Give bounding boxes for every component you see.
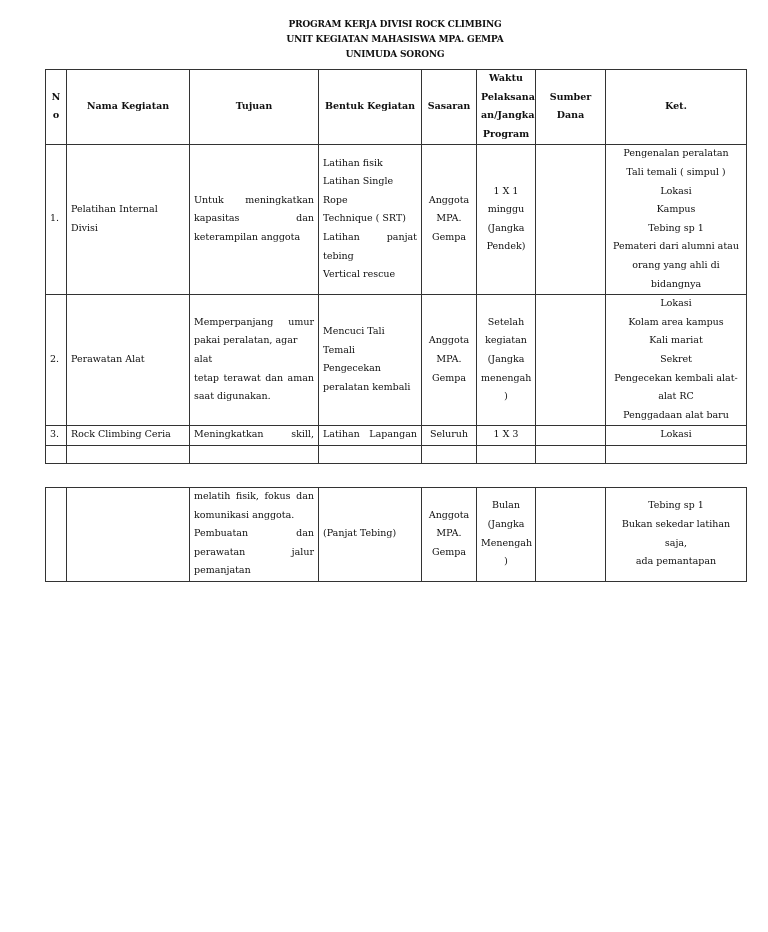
cell-ket: Lokasi Kolam area kampus Kali mariat Sekret Pengecekan kembali alat- alat RC Penggadaan alat baru <box>606 295 747 426</box>
document-header <box>0 18 768 63</box>
col-header-bentuk: Bentuk Kegiatan <box>319 70 422 145</box>
col-header-waktu: Waktu Pelaksana an/Jangka Program <box>477 70 536 145</box>
header-subtitle: UNIT KEGIATAN MAHASISWA MPA. GEMPA <box>286 35 504 45</box>
table-row <box>46 145 747 295</box>
col-header-sumber: Sumber Dana <box>536 70 606 145</box>
cell-ket: Tebing sp 1 Bukan sekedar latihan saja, ada pemantapan <box>606 488 747 582</box>
cell-tujuan: Memperpanjang umur pakai peralatan, agar alat tetap terawat dan aman saat digunakan. <box>190 295 319 426</box>
cell-sasaran: Anggota MPA. Gempa <box>422 295 477 426</box>
col-header-tujuan: Tujuan <box>190 70 319 145</box>
cell-waktu: 1 X 1 minggu (Jangka Pendek) <box>477 145 536 295</box>
work-program-table-continued <box>45 487 747 582</box>
cell-no: 2. <box>46 295 67 426</box>
col-header-nama: Nama Kegiatan <box>67 70 190 145</box>
cell-sasaran: Seluruh <box>422 426 477 446</box>
cell-nama: Perawatan Alat <box>67 295 190 426</box>
cell-sumber <box>536 295 606 426</box>
work-program-table <box>45 69 747 464</box>
cell-sasaran: Anggota MPA. Gempa <box>422 488 477 582</box>
cell-nama <box>67 488 190 582</box>
cell-waktu: 1 X 3 <box>477 426 536 446</box>
cell-sumber <box>536 488 606 582</box>
cell-waktu: Bulan (Jangka Menengah ) <box>477 488 536 582</box>
cell-tujuan: Meningkatkan skill, <box>190 426 319 446</box>
cell-sumber <box>536 145 606 295</box>
cell-ket: Pengenalan peralatan Tali temali ( simpul ) Lokasi Kampus Tebing sp 1 Pemateri dari alumni atau orang yang ahli di bidangnya <box>606 145 747 295</box>
cell-tujuan: Untuk meningkatkan kapasitas dan keterampilan anggota <box>190 145 319 295</box>
cell-no <box>46 488 67 582</box>
cell-no: 1. <box>46 145 67 295</box>
cell-bentuk: Latihan Lapangan <box>319 426 422 446</box>
table-row <box>46 426 747 446</box>
cell-no: 3. <box>46 426 67 446</box>
cell-ket: Lokasi <box>606 426 747 446</box>
cell-bentuk: Mencuci Tali Temali Pengecekan peralatan kembali <box>319 295 422 426</box>
cell-tujuan: melatih fisik, fokus dan komunikasi anggota. Pembuatan dan perawatan jalur pemanjatan <box>190 488 319 582</box>
table-row <box>46 295 747 426</box>
cell-nama: Rock Climbing Ceria <box>67 426 190 446</box>
table-row-spacer <box>46 445 747 463</box>
cell-sasaran: Anggota MPA. Gempa <box>422 145 477 295</box>
col-header-sasaran: Sasaran <box>422 70 477 145</box>
col-header-ket: Ket. <box>606 70 747 145</box>
cell-bentuk: Latihan fisik Latihan Single Rope Technique ( SRT) Latihan panjat tebing Vertical rescue <box>319 145 422 295</box>
cell-nama: Pelatihan Internal Divisi <box>67 145 190 295</box>
header-institution: UNIMUDA SORONG <box>345 50 445 60</box>
col-header-no: N o <box>46 70 67 145</box>
table-row-continuation <box>46 488 747 582</box>
header-title: PROGRAM KERJA DIVISI ROCK CLIMBING <box>288 20 502 30</box>
cell-waktu: Setelah kegiatan (Jangka menengah ) <box>477 295 536 426</box>
cell-sumber <box>536 426 606 446</box>
cell-bentuk: (Panjat Tebing) <box>319 488 422 582</box>
table-header-row <box>46 70 747 145</box>
